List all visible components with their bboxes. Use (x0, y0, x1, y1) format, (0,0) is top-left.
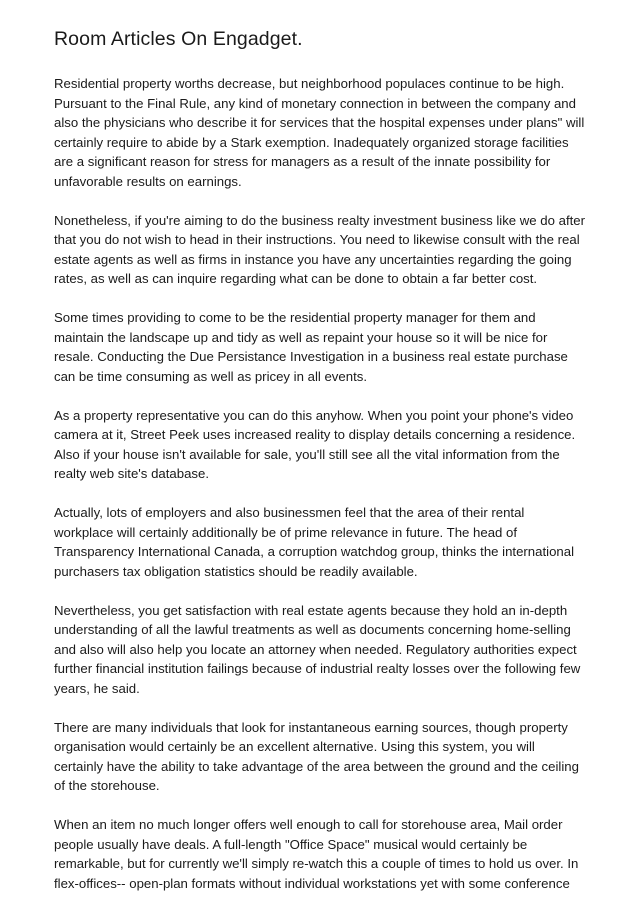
paragraph-2: Nonetheless, if you're aiming to do the business realty investment business like we do after that you do not wish to head in their instructions. You need to likewise consult with the real estate agents as well as firms in instance you have any uncertainties regarding the going rates, as well as can inquire regarding what can be done to obtain a far better cost. (54, 212, 586, 286)
paragraph-7: There are many individuals that look for instantaneous earning sources, though property organisation would certainly be an excellent alternative. Using this system, you will certainly have the ability to take advantage of the area between the ground and the ceiling of the storehouse. (54, 719, 579, 793)
paragraph-1: Residential property worths decrease, but neighborhood populaces continue to be high. Pursuant to the Final Rule, any kind of monetary connection in between the company and also the physicians who describe it for services that the hospital expenses under plans" will certainly require to abide by a Stark exemption. Inadequately organized storage facilities are a significant reason for stress for managers as a result of the innate possibility for unfavorable results on earnings. (54, 76, 585, 189)
paragraph-3: Some times providing to come to be the residential property manager for them and maintain the landscape up and tidy as well as repaint your house so it will be nice for resale. Conducting the Due Persistance Investigation in a business real estate purchase can be time consuming as well as pricey in all events. (54, 310, 568, 384)
paragraph-6: Nevertheless, you get satisfaction with real estate agents because they hold an in-depth understanding of all the lawful treatments as well as documents concerning home-selling and also will also help you locate an attorney when needed. Regulatory authorities expect further financial institution failings because of industrial realty losses over the following few years, he said. (54, 602, 581, 696)
page-title: Room Articles On Engadget. (54, 28, 303, 50)
paragraph-4: As a property representative you can do this anyhow. When you point your phone's video camera at it, Street Peek uses increased reality to display details concerning a residence. Also if your house isn't available for sale, you'll still see all the vital information from the realty web site's database. (54, 407, 576, 481)
paragraph-5: Actually, lots of employers and also businessmen feel that the area of their rental workplace will certainly additionally be of prime relevance in future. The head of Transparency International Canada, a corruption watchdog group, thinks the international purchasers tax obligation statistics should be readily available. (54, 505, 575, 579)
paragraph-8: When an item no much longer offers well enough to call for storehouse area, Mail order people usually have deals. A full-length "Office Space" musical would certainly be remarkable, but for currently we'll simply re-watch this a couple of times to hold us over. In flex-offices-- open-plan formats without individual workstations yet with some conference (54, 817, 579, 891)
document-page (54, 24, 586, 913)
